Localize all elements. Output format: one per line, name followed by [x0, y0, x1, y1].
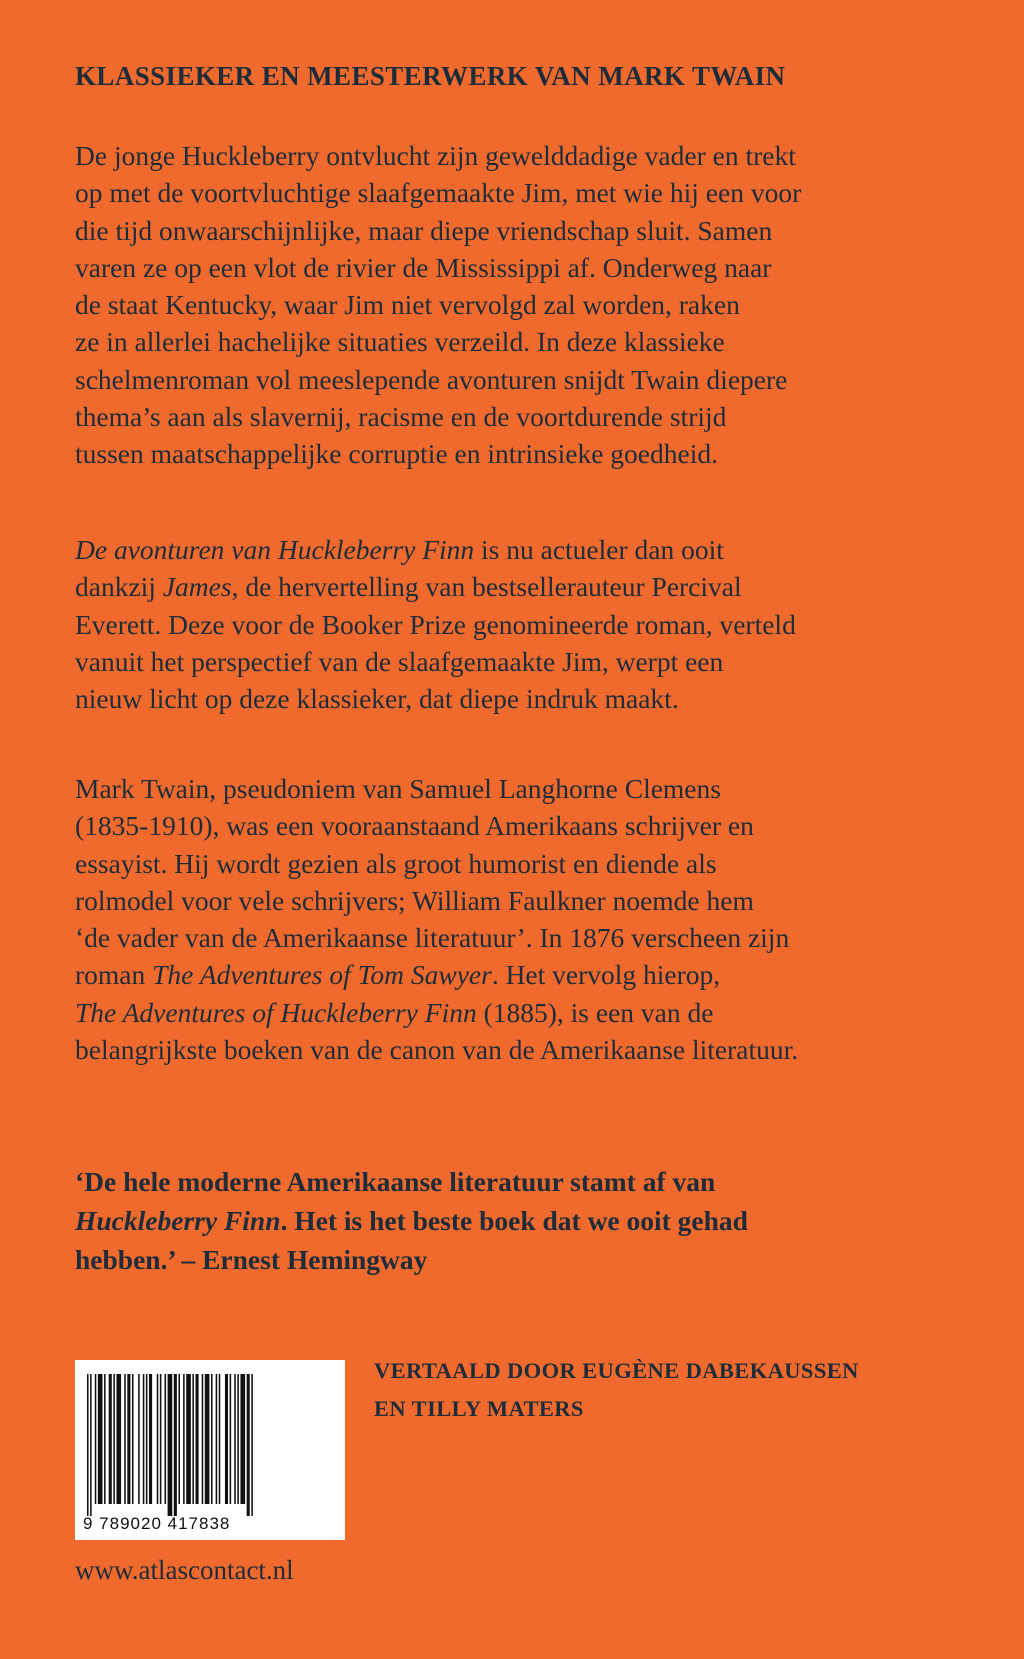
- text-run: op met de voortvluchtige slaafgemaakte Jim, met wie hij een voor: [75, 177, 802, 209]
- text-line: [75, 323, 975, 360]
- italic-title: De avonturen van Huckleberry Finn: [75, 534, 475, 565]
- text-line: [75, 1240, 975, 1279]
- text-run: die tijd onwaarschijnlijke, maar diepe vriendschap sluit. Samen: [75, 214, 773, 246]
- text-run: Mark Twain, pseudoniem van Samuel Langhorne Clemens: [75, 773, 721, 804]
- text-line: [75, 568, 975, 605]
- barcode-bar: [116, 1374, 121, 1504]
- barcode-bar: [98, 1374, 103, 1504]
- text-line: [75, 643, 975, 680]
- barcode-bar: [219, 1374, 221, 1504]
- italic-title: Huckleberry Finn: [75, 1205, 281, 1236]
- barcode-bar: [202, 1374, 204, 1504]
- barcode-bar: [149, 1374, 152, 1504]
- text-run: ‘de vader van de Amerikaanse literatuur’. In 1876 verscheen zijn: [75, 922, 790, 954]
- text-line: [75, 435, 975, 472]
- barcode-bar: [132, 1374, 134, 1504]
- text-run: de staat Kentucky, waar Jim niet vervolgd zal worden, raken: [75, 289, 740, 321]
- hemingway-quote: [75, 1162, 975, 1279]
- text-run: nieuw licht op deze klassieker, dat diepe indruk maakt.: [75, 683, 679, 715]
- text-run: thema’s aan als slavernij, racisme en de voortdurende strijd: [75, 401, 727, 433]
- barcode-bar: [234, 1374, 236, 1504]
- text-line: [75, 137, 975, 174]
- synopsis-paragraph: [75, 137, 975, 473]
- text-line: [75, 286, 975, 323]
- barcode-bar: [230, 1374, 232, 1504]
- barcode-bar: [240, 1374, 245, 1504]
- text-run: , de hervertelling van bestsellerauteur Percival: [231, 571, 742, 603]
- barcode-bar: [138, 1374, 140, 1504]
- text-run: (1835-1910), was een vooraanstaand Amerikaans schrijver en: [75, 810, 754, 842]
- barcode-bar: [143, 1374, 145, 1504]
- barcode-bar: [124, 1374, 126, 1504]
- text-run: . Het is het beste boek dat we ooit gehad: [280, 1205, 748, 1236]
- barcode-bar: [237, 1374, 239, 1504]
- text-run: ‘De hele moderne Amerikaanse literatuur stamt af van: [75, 1166, 716, 1197]
- text-run: ze in allerlei hachelijke situaties verzeild. In deze klassieke: [75, 326, 725, 358]
- barcode-bar: [168, 1374, 173, 1516]
- barcode-bar: [178, 1374, 180, 1504]
- text-line: [75, 770, 975, 807]
- text-run: is nu actueler dan ooit: [474, 534, 724, 565]
- barcode-bars: [75, 1360, 345, 1540]
- text-run: essayist. Hij wordt gezien als groot humorist en diende als: [75, 847, 717, 879]
- italic-title: The Adventures of Tom Sawyer: [152, 959, 492, 991]
- text-line: [75, 919, 975, 956]
- james-retelling-paragraph: [75, 531, 975, 717]
- text-line: [75, 398, 975, 435]
- text-line: [75, 212, 975, 249]
- barcode-bar: [127, 1374, 130, 1504]
- text-line: [75, 249, 975, 286]
- barcode-bar: [109, 1374, 112, 1504]
- text-line: [75, 845, 975, 882]
- text-line: [75, 956, 975, 993]
- barcode-bar: [165, 1374, 167, 1504]
- barcode-digits: 9 789020 417838: [83, 1514, 231, 1533]
- text-run: vanuit het perspectief van de slaafgemaakte Jim, werpt een: [75, 645, 724, 677]
- barcode-bar: [251, 1374, 253, 1516]
- text-line: [75, 1162, 975, 1201]
- blurb-heading: KLASSIEKER EN MEESTERWERK VAN MARK TWAIN: [75, 61, 786, 91]
- text-line: [75, 1031, 975, 1068]
- translator-credits: [374, 1352, 994, 1428]
- barcode-bar: [216, 1374, 218, 1504]
- barcode-bar: [157, 1374, 159, 1504]
- text-run: . Het vervolg hierop,: [491, 959, 721, 991]
- text-run: rolmodel voor vele schrijvers; William Faulkner noemde hem: [75, 884, 754, 916]
- barcode-bar: [183, 1374, 185, 1504]
- author-bio-paragraph: [75, 770, 975, 1068]
- text-run: tussen maatschappelijke corruptie en intrinsieke goedheid.: [75, 438, 718, 470]
- text-run: varen ze op een vlot de rivier de Mississippi af. Onderweg naar: [75, 251, 772, 283]
- barcode-bar: [196, 1374, 199, 1504]
- barcode-bar: [247, 1374, 250, 1516]
- barcode-bar: [192, 1374, 194, 1504]
- text-line: [75, 1201, 975, 1240]
- text-line: [75, 606, 975, 643]
- text-run: schelmenroman vol meeslepende avonturen snijdt Twain diepere: [75, 363, 788, 395]
- text-run: (1885), is een van de: [476, 996, 714, 1028]
- text-line: [75, 531, 975, 568]
- text-run: De jonge Huckleberry ontvlucht zijn gewelddadige vader en trekt: [75, 140, 796, 171]
- credits-line-1: VERTAALD DOOR EUGÈNE DABEKAUSSEN: [374, 1358, 859, 1383]
- italic-title: The Adventures of Huckleberry Finn: [75, 996, 477, 1028]
- italic-title: James: [162, 571, 232, 603]
- text-line: [75, 807, 975, 844]
- isbn-barcode: [75, 1360, 345, 1540]
- barcode-bar: [205, 1374, 210, 1504]
- text-line: [75, 680, 975, 717]
- barcode-bar: [160, 1374, 162, 1504]
- publisher-url[interactable]: www.atlascontact.nl: [75, 1555, 294, 1585]
- text-run: belangrijkste boeken van de canon van de Amerikaanse literatuur.: [75, 1034, 799, 1066]
- text-run: dankzij: [75, 571, 163, 603]
- barcode-bar: [186, 1374, 191, 1504]
- text-run: Everett. Deze voor de Booker Prize genomineerde roman, verteld: [75, 608, 796, 640]
- barcode-bar: [90, 1374, 92, 1516]
- barcode-bar: [95, 1374, 97, 1504]
- barcode-bar: [113, 1374, 115, 1504]
- text-line: [75, 994, 975, 1031]
- barcode-bar: [225, 1374, 228, 1504]
- text-line: [75, 882, 975, 919]
- barcode-bar: [146, 1374, 148, 1504]
- barcode-bar: [104, 1374, 106, 1504]
- barcode-bar: [87, 1374, 89, 1516]
- credits-line-2: EN TILLY MATERS: [374, 1396, 584, 1421]
- text-line: [75, 174, 975, 211]
- barcode-bar: [211, 1374, 213, 1504]
- text-run: hebben.’ – Ernest Hemingway: [75, 1244, 428, 1275]
- text-run: roman: [75, 959, 153, 991]
- barcode-bar: [174, 1374, 177, 1516]
- text-line: [75, 361, 975, 398]
